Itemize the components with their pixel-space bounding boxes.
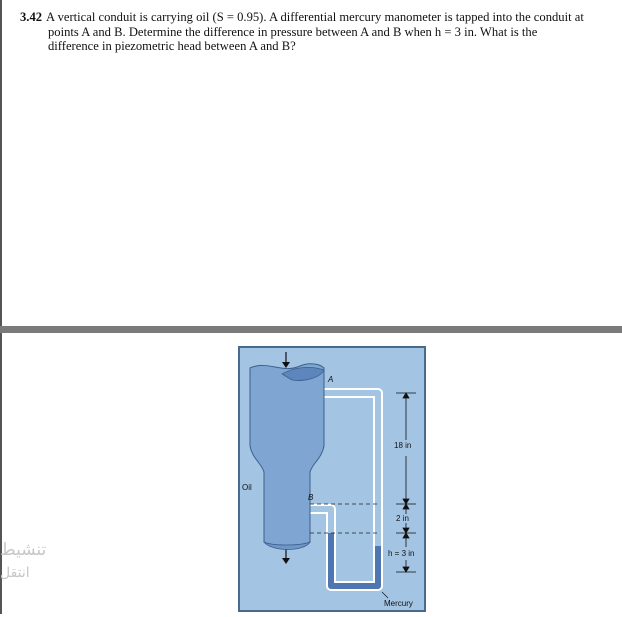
problem-number: 3.42	[20, 10, 43, 24]
manometer-diagram	[238, 346, 426, 612]
activation-watermark	[0, 540, 46, 582]
problem-line-2: points A and B. Determine the difference in pressure between A and B when h = 3 in. What is the	[48, 24, 538, 39]
problem-statement	[20, 10, 618, 54]
problem-line-3: difference in piezometric head between A and B?	[48, 39, 296, 53]
label-h: h = 3 in	[388, 549, 415, 558]
problem-line-1: A vertical conduit is carrying oil (S = 0.95). A differential mercury manometer is tapped into the conduit at	[46, 10, 584, 24]
manometer-figure	[238, 346, 426, 612]
watermark-line-2: انتقل	[0, 565, 30, 581]
panel-divider	[0, 326, 622, 333]
label-18-in: 18 in	[394, 441, 412, 450]
label-oil: Oil	[242, 483, 252, 492]
label-2-in: 2 in	[396, 514, 409, 523]
label-b: B	[308, 493, 314, 502]
watermark-line-1: تنشيط	[0, 540, 47, 560]
label-mercury: Mercury	[384, 599, 413, 608]
label-a: A	[328, 375, 334, 384]
